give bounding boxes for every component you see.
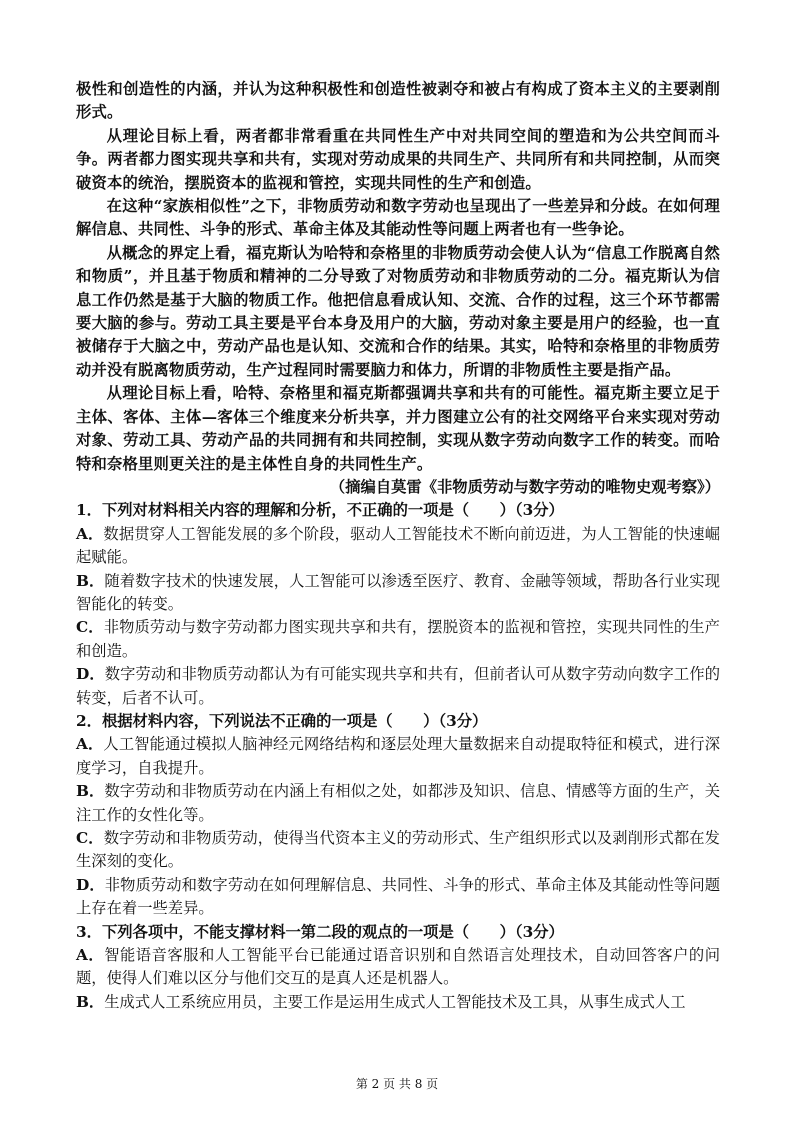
question-3-stem: 3．下列各项中，不能支撑材料一第二段的观点的一项是（ ）（3分） [76,922,564,941]
option-tag: A． [76,735,104,754]
option-text: 数据贯穿人工智能发展的多个阶段，驱动人工智能技术不断向前迈进，为人工智能的快速崛起赋能。 [76,524,720,567]
question-2-stem: 2．根据材料内容，下列说法不正确的一项是（ ）（3分） [76,711,488,730]
question-1-option-c [76,616,720,663]
option-text: 数字劳动和非物质劳动都认为有可能实现共享和共有，但前者认可从数字劳动向数字工作的转变，后者不认可。 [76,665,721,707]
option-text: 智能语音客服和人工智能平台已能通过语音识别和自然语言处理技术，自动回答客户的问题，使得人们难以区分与他们交互的是真人还是机器人。 [76,946,720,988]
option-tag: D． [76,665,105,684]
option-tag: B． [76,571,105,590]
option-text: 生成式人工系统应用员，主要工作是运用生成式人工智能技术及工具，从事生成式人工 [104,992,686,1011]
option-text: 数字劳动和非物质劳动，使得当代资本主义的劳动形式、生产组织形式以及剥削形式都在发生深刻的变化。 [76,829,720,871]
passage-paragraph-2: 在这种“家族相似性”之下，非物质劳动和数字劳动也呈现出了一些差异和分歧。在如何理解信息、共同性、斗争的形式、革命主体及其能动性等问题上两者也有一些争论。 [76,197,720,239]
question-2-option-c [76,827,720,874]
question-3-option-a [76,944,720,991]
question-1-stem: 1．下列对材料相关内容的理解和分析，不正确的一项是（ ）（3分） [76,501,564,520]
option-text: 非物质劳动和数字劳动在如何理解信息、共同性、斗争的形式、革命主体及其能动性等问题上存在着一些差异。 [76,875,721,918]
option-tag: A． [76,946,105,965]
passage-paragraph-0: 极性和创造性的内涵，并认为这种积极性和创造性被剥夺和被占有构成了资本主义的主要剥削形式。 [76,80,720,122]
passage-paragraph-1: 从理论目标上看，两者都非常看重在共同性生产中对共同空间的塑造和为公共空间而斗争。两者都力图实现共享和共有，实现对劳动成果的共同生产、共同所有和共同控制，从而突破资本的统治，摆脱资本的监视和管控，实现共同性的生产和创造。 [76,126,720,192]
passage-paragraph-4: 从理论目标上看，哈特、奈格里和福克斯都强调共享和共有的可能性。福克斯主要立足于主体、客体、主体—客体三个维度来分析共享，并力图建立公有的社交网络平台来实现对劳动对象、劳动工具、劳动产品的共同拥有和共同控制，实现从数字劳动向数字工作的转变。而哈特和奈格里则更关注的是主体性自身的共同性生产。 [76,384,720,473]
question-2-option-a [76,733,720,780]
option-tag: B． [76,782,105,801]
option-tag: A． [76,524,104,543]
option-tag: D． [76,875,105,894]
option-text: 非物质劳动与数字劳动都力图实现共享和共有，摆脱资本的监视和管控，实现共同性的生产和创造。 [76,618,720,660]
page-footer: 第 2 页 共 8 页 [355,1077,439,1091]
option-text: 人工智能通过模拟人脑神经元网络结构和逐层处理大量数据来自动提取特征和模式，进行深度学习，自我提升。 [76,735,720,777]
option-text: 随着数字技术的快速发展，人工智能可以渗透至医疗、教育、金融等领域，帮助各行业实现智能化的转变。 [76,571,720,613]
page-content [76,78,720,1014]
passage-source: （摘编自莫雷《非物质劳动与数字劳动的唯物史观考察》） [329,477,720,496]
option-tag: C． [76,618,104,637]
option-tag: C． [76,829,104,847]
passage-paragraph-3: 从概念的界定上看，福克斯认为哈特和奈格里的非物质劳动会使人认为“信息工作脱离自然和物质”，并且基于物质和精神的二分导致了对物质劳动和非物质劳动的二分。福克斯认为信息工作仍然是基于大脑的物质工作。他把信息看成认知、交流、合作的过程，这三个环节都需要大脑的参与。劳动工具主要是平台本身及用户的大脑，劳动对象主要是用户的经验，也一直被储存于大脑之中，劳动产品也是认知、交流和合作的结果。其实，哈特和奈格里的非物质劳动并没有脱离物质劳动，生产过程同时需要脑力和体力，所谓的非物质性主要是指产品。 [76,243,720,379]
question-1-option-a [76,523,720,570]
question-2-option-b [76,780,720,827]
question-1-option-b [76,570,720,617]
question-1-option-d [76,663,720,710]
option-tag: B． [76,992,105,1011]
question-2-option-d [76,874,720,921]
option-text: 数字劳动和非物质劳动在内涵上有相似之处，如都涉及知识、信息、情感等方面的生产，关注工作的女性化等。 [76,782,720,824]
question-3-option-b [76,991,720,1014]
